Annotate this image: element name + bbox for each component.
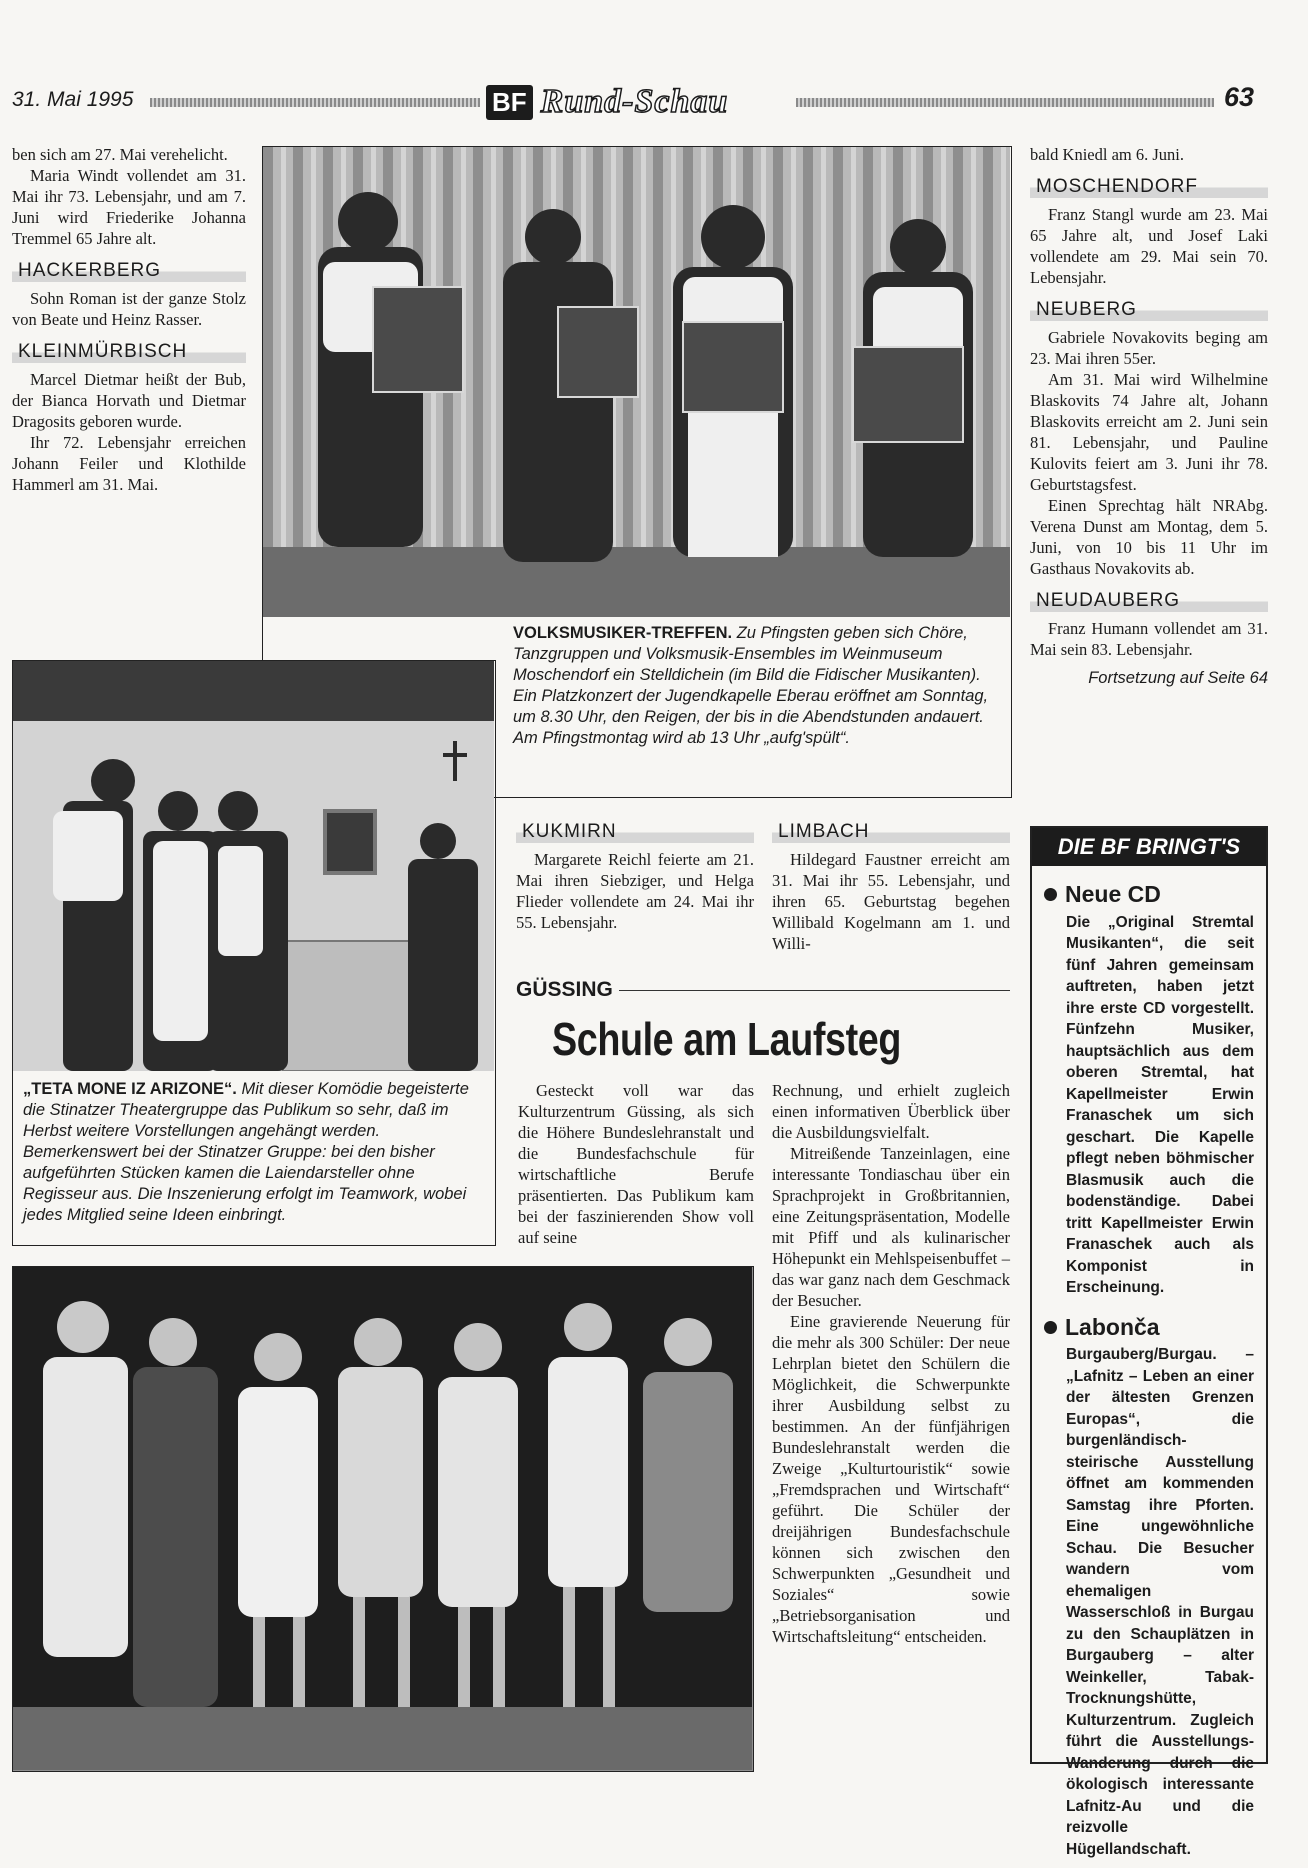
header-rule-right — [796, 98, 1214, 107]
left-intro-2: Maria Windt vollendet am 31. Mai ihr 73. Lebensjahr, und am 7. Juni wird Friederike Johanna Tremmel 65 Jahre alt. — [12, 166, 246, 248]
box-title: DIE BF BRINGT'S — [1032, 828, 1266, 866]
logo-badge: BF — [486, 85, 533, 120]
article-kicker-label: GÜSSING — [516, 978, 613, 1001]
photo-middle-box — [12, 660, 496, 1246]
article-col2-p3: Eine gravierende Neuerung für die mehr als 300 Schüler: Der neue Lehrplan bietet den Schülern die Möglichkeit, die Schwerpunkte ihrer Ausbildung selbst zu bestimmen. An der fünfjährigen Bundeslehranstalt werden die Zweige „Kulturtouristik“ sowie „Fremdsprachen und Wirtschaft“ geführt. Die Schüler der dreijährigen Bundesfachschule können sich zwischen den Schwerpunkten „Gesundheit und Soziales“ sowie „Betriebsorganisation und Wirtschaftsleitung“ entscheiden. — [772, 1312, 1010, 1646]
header-rule-left — [150, 98, 480, 107]
neue-cd-heading: Neue CD — [1065, 881, 1161, 907]
photo-middle-caption — [13, 1071, 495, 1226]
moschendorf-text: Franz Stangl wurde am 23. Mai 65 Jahre alt, und Josef Laki vollendete am 29. Mai sein 70. Lebensjahr. — [1030, 205, 1268, 287]
photo-theater-group — [13, 661, 494, 1071]
masthead-logo — [486, 80, 792, 124]
neudauberg-text: Franz Humann vollendet am 31. Mai sein 83. Lebensjahr. — [1030, 619, 1268, 659]
article-column-2 — [772, 1080, 1010, 1647]
bf-bringts-box — [1030, 826, 1268, 1858]
neuberg-text-2: Am 31. Mai wird Wilhelmine Blaskovits 74 Jahre alt, Johann Blaskovits erreicht am 2. Juni sein 81. Lebensjahr, und Pauline Kulovits feiert am 3. Juni ihr 78. Geburtstagsfest. — [1030, 370, 1268, 494]
section-title-kleinmuerbisch: KLEINMÜRBISCH — [12, 340, 246, 363]
section-title-limbach: LIMBACH — [772, 820, 1010, 843]
article-col2-p2: Mitreißende Tanzeinlagen, eine interessante Tondiaschau über ein Sprachprojekt in Großbritannien, eine Zeitungspräsentation, Modelle mit Pfiff und als kulinarischer Höhepunkt ein Mehlspeisenbuffet – das war ganz nach dem Geschmack der Besucher. — [772, 1144, 1010, 1310]
limbach-text: Hildegard Faustner erreicht am 31. Mai ihr 55. Lebensjahr, und ihren 65. Geburtstag begehen Willibald Kogelmann am 1. und Willi- — [772, 850, 1010, 953]
photo-top-caption-title: VOLKSMUSIKER-TREFFEN. — [513, 624, 733, 642]
kleinmuerbisch-text-2: Ihr 72. Lebensjahr erreichen Johann Feiler und Klothilde Hammerl am 31. Mai. — [12, 433, 246, 494]
labonca-text: Burgauberg/Burgau. – „Lafnitz – Leben an einer der ältesten Grenzen Europas“, die burgenländisch-steirische Ausstellung öffnet am kommenden Samstag ihre Pforten. Eine ungewöhnliche Schau. Die Besucher wandern vom ehemaligen Wasserschloß in Burgau zu den Schauplätzen in Burgauberg – alter Weinkeller, Tabak-Trocknungshütte, Kulturzentrum. Zugleich führt die Ausstellungs-Wanderung durch die ökologisch interessante Lafnitz-Au und die reizvolle Hügellandschaft. — [1066, 1346, 1254, 1858]
article-kicker — [516, 978, 1010, 1002]
neuberg-text-1: Gabriele Novakovits beging am 23. Mai ihren 55er. — [1030, 328, 1268, 368]
box-body — [1032, 866, 1266, 1868]
article-headline: Schule am Laufsteg — [552, 1013, 901, 1065]
page-number: 63 — [1224, 82, 1255, 112]
limbach-block — [772, 820, 1010, 954]
kleinmuerbisch-text-1: Marcel Dietmar heißt der Bub, der Bianca Horvath und Dietmar Dragosits geboren wurde. — [12, 370, 246, 431]
labonca-heading: Labonča — [1065, 1313, 1160, 1340]
right-intro: bald Kniedl am 6. Juni. — [1030, 145, 1184, 164]
bullet-icon — [1044, 1321, 1057, 1334]
photo-top-caption-text: Zu Pfingsten geben sich Chöre, Tanzgruppen und Volksmusik-Ensembles im Weinmuseum Moschendorf ein Stelldichein (im Bild die Fidischer Musikanten). Ein Platzkonzert der Jugendkapelle Eberau eröffnet am Sonntag, um 8.30 Uhr, den Reigen, der bis in die Abendstunden andauert. Am Pfingstmontag wird ab 13 Uhr „aufg'spült“. — [513, 624, 989, 747]
neuberg-text-3: Einen Sprechtag hält NRAbg. Verena Dunst am Montag, dem 5. Juni, von 10 bis 11 Uhr im Gasthaus Novakovits ab. — [1030, 496, 1268, 578]
article-col1-p1: Gesteckt voll war das Kulturzentrum Güssing, als sich die Höhere Bundeslehranstalt und die Bundesfachschule für wirtschaftliche Berufe präsentierten. Das Publikum kam bei der faszinierenden Show voll auf seine — [518, 1081, 754, 1247]
kukmirn-block — [516, 820, 754, 933]
continued-note: Fortsetzung auf Seite 64 — [1088, 669, 1268, 687]
neue-cd-text: Die „Original Stremtal Musikanten“, die seit fünf Jahren gemeinsam auftreten, haben jetzt ihre erste CD vorgestellt. Fünfzehn Musiker, hauptsächlich aus dem oberen Stremtal, hat Kapellmeister Erwin Franaschek um sich geschart. Die Kapelle pflegt neben böhmischer Blasmusik auch die bodenständige. Dabei tritt Kapellmeister Erwin Franaschek auch als Komponist in Erscheinung. — [1066, 913, 1254, 1296]
box-item-heading-neue-cd — [1044, 881, 1254, 907]
photo-fashion-show — [12, 1266, 754, 1772]
bullet-icon — [1044, 888, 1057, 901]
section-title-neudauberg: NEUDAUBERG — [1030, 589, 1268, 612]
left-column — [12, 144, 246, 495]
kukmirn-text: Margarete Reichl feierte am 21. Mai ihren Siebziger, und Helga Flieder vollendete am 24. Mai ihr 55. Lebensjahr. — [516, 850, 754, 932]
section-title-hackerberg: HACKERBERG — [12, 259, 246, 282]
right-column — [1030, 144, 1268, 689]
photo-middle-caption-text: Mit dieser Komödie begeisterte die Stinatzer Theatergruppe das Publikum so sehr, daß im Herbst weitere Vorstellungen angehängt werden. Bemerkenswert bei der Stinatzer Gruppe: bei den bisher aufgeführten Stücken kamen die Laiendarsteller ohne Regisseur aus. Die Inszenierung erfolgt im Teamwork, wobei jedes Mitglied seine Ideen einbringt. — [23, 1080, 469, 1224]
box-item-heading-labonca — [1044, 1313, 1254, 1340]
section-title-kukmirn: KUKMIRN — [516, 820, 754, 843]
kicker-rule — [619, 990, 1010, 991]
photo-accordion-players — [263, 147, 1010, 617]
left-intro-1: ben sich am 27. Mai verehelicht. — [12, 145, 228, 164]
photo-middle-caption-title: „TETA MONE IZ ARIZONE“. — [23, 1080, 237, 1098]
article-column-1 — [518, 1080, 754, 1248]
section-title-moschendorf: MOSCHENDORF — [1030, 175, 1268, 198]
section-title-neuberg: NEUBERG — [1030, 298, 1268, 321]
hackerberg-text: Sohn Roman ist der ganze Stolz von Beate und Heinz Rasser. — [12, 289, 246, 329]
issue-date: 31. Mai 1995 — [12, 88, 134, 111]
logo-title: Rund-Schau — [540, 83, 729, 120]
article-col2-p1: Rechnung, und erhielt zugleich einen informativen Überblick über die Ausbildungsvielfalt. — [772, 1081, 1010, 1142]
